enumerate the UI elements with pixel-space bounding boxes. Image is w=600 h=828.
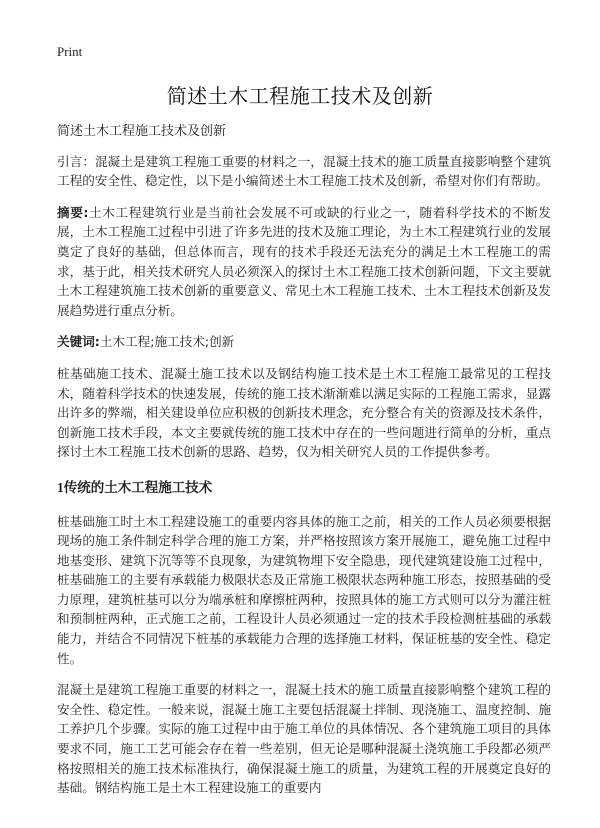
abstract-label: 摘要: [57,204,89,220]
keywords-paragraph [57,332,551,352]
section-heading: 1传统的土木工程施工技术 [57,479,213,495]
section1-paragraph-2: 混凝土是建筑工程施工重要的材料之一，混凝土技术的施工质量直接影响整个建筑工程的安全性、稳定性。一般来说，混凝土施工主要包括混凝土拌制、现浇施工、温度控制、施工养护几个步骤。实际的施工过程中由于施工单位的具体情况、各个建筑施工项目的具体要求不同，施工工艺可能会存在着一些差别，但无论是哪种混凝土浇筑施工手段都必须严格按照相关的施工技术标准执行，确保混凝土施工的质量，为建筑工程的开展奠定良好的基础。钢结构施工是土木工程建设施工的重要内 [57,682,551,796]
page-title: 简述土木工程施工技术及创新 [166,84,434,108]
intro-paragraph: 引言：混凝土是建筑工程施工重要的材料之一，混凝土技术的施工质量直接影响整个建筑工程的安全性、稳定性，以下是小编简述土木工程施工技术及创新，希望对你们有帮助。 [57,153,551,189]
keywords-label: 关键词: [57,334,100,350]
overview-paragraph: 桩基础施工技术、混凝土施工技术以及钢结构施工技术是土木工程施工最常见的工程技术，随着科学技术的快速发展，传统的施工技术渐渐难以满足实际的工程施工需求，显露出许多的弊端，相关建设单位应积极的创新技术理念，充分整合有关的资源及技术条件，创新施工技术手段，本文主要就传统的施工技术中存在的一些问题进行简单的分析，重点探讨土木工程施工技术创新的思路、趋势，仅为相关研究人员的工作提供参考。 [57,365,551,460]
document-body [57,122,551,798]
print-link[interactable]: Print [57,44,83,59]
keywords-text: 土木工程;施工技术;创新 [99,334,235,350]
abstract-paragraph [57,203,551,321]
document-subtitle: 简述土木工程施工技术及创新 [57,124,227,139]
section1-paragraph-1: 桩基础施工时土木工程建设施工的重要内容具体的施工之前，相关的工作人员必须要根据现场的施工条件制定科学合理的施工方案，并严格按照该方案开展施工，避免施工过程中地基变形、建筑下沉等等不良现象，为建筑物埋下安全隐患，现代建筑建设施工过程中，桩基础施工的主要有承载能力极限状态及正常施工极限状态两种施工形态，按照基础的受力原理，建筑桩基可以分为端承桩和摩擦桩两种，按照具体的施工方式则可以分为灌注桩和预制桩两种，正式施工之前，工程设计人员必须通过一定的技术手段检测桩基础的承载能力，并结合不同情况下桩基的承载能力合理的选择施工材料，保证桩基的安全性、稳定性。 [57,513,551,666]
abstract-text: 土木工程建筑行业是当前社会发展不可或缺的行业之一，随着科学技术的不断发展，土木工程施工过程中引进了许多先进的技术及施工理论，为土木工程建筑行业的发展奠定了良好的基础，但总体而言，现有的技术手段还无法充分的满足土木工程施工的需求，基于此，相关技术研究人员必须深入的探讨土木工程施工技术创新问题，下文主要就土木工程建筑施工技术创新的重要意义、常见土木工程施工技术、土木工程技术创新及发展趋势进行重点分析。 [57,204,551,318]
